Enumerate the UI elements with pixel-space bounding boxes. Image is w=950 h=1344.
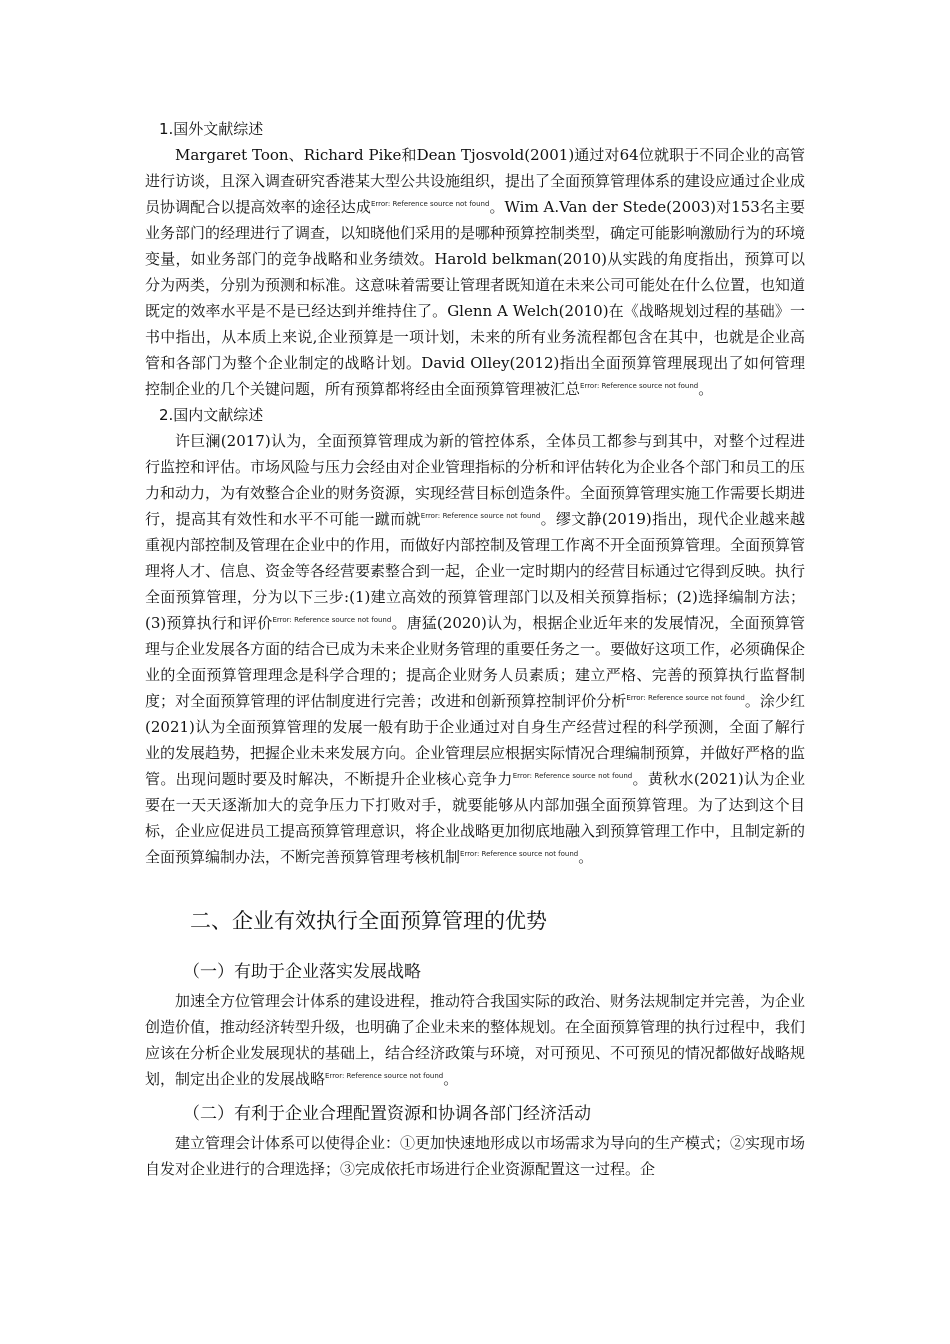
reference-error: Error: Reference source not found bbox=[580, 382, 699, 390]
text: 许巨澜(2017)认为，全面预算管理成为新的管控体系，全体员工都参与到其中，对整个过程进行监控和评估。市场风险与压力会经由对企业管理指标的分析和评估转化为企业各个部门和员工的压力和动力，为有效整合企业的财务资源，实现经营目标创造条件。全面预算管理实施工作需要长期进行，提高其有效性和水平不可能一蹴而就 bbox=[145, 432, 806, 528]
subsection-title-1: （一）有助于企业落实发展战略 bbox=[183, 962, 421, 982]
text: 。Wim A.Van der Stede(2003)对153名主要业务部门的经理进行了调查，以知晓他们采用的是哪种预算控制类型，确定可能影响激励行为的环境变量，如业务部门的竞争战略和业务绩效。Harold belkman(2010)从实践的角度指出，预算可以分为两类，分别为预测和标准。这意味着需要让管理者既知道在未来公司可能处在什么位置，也知道既定的效率水平是不是已经达到并维持住了。Glenn A Welch(2010)在《战略规划过程的基础》一书中指出，从本质上来说,企业预算是一项计划，未来的所有业务流程都包含在其中，也就是企业高管和各部门为整个企业制定的战略计划。David Olley(2012)指出全面预算管理展现出了如何管理控制企业的几个关键问题，所有预算都将经由全面预算管理被汇总 bbox=[145, 198, 806, 398]
reference-error: Error: Reference source not found bbox=[370, 200, 490, 208]
text: 。 bbox=[578, 848, 594, 866]
foreign-review-heading: 1.国外文献综述 bbox=[159, 120, 264, 138]
reference-error: Error: Reference source not found bbox=[272, 616, 392, 624]
domestic-review-paragraph bbox=[145, 428, 805, 870]
text: 加速全方位管理会计体系的建设进程，推动符合我国实际的政治、财务法规制定并完善，为企业创造价值，推动经济转型升级，也明确了企业未来的整体规划。在全面预算管理的执行过程中，我们应该在分析企业发展现状的基础上，结合经济政策与环境，对可预见、不可预见的情况都做好战略规划，制定出企业的发展战略 bbox=[145, 992, 806, 1088]
subsection-title-2: （二）有利于企业合理配置资源和协调各部门经济活动 bbox=[183, 1104, 591, 1124]
document-page bbox=[145, 112, 805, 1182]
text: 。涂少红(2021)认为全面预算管理的发展一般有助于企业通过对自身生产经营过程的科学预测，全面了解行业的发展趋势，把握企业未来发展方向。企业管理层应根据实际情况合理编制预算，并做好严格的监管。出现问题时要及时解决，不断提升企业核心竞争力 bbox=[145, 692, 806, 788]
reference-error: Error: Reference source not found bbox=[325, 1072, 444, 1080]
foreign-review-paragraph bbox=[145, 142, 805, 402]
text: 。唐猛(2020)认为，根据企业近年来的发展情况，全面预算管理与企业发展各方面的结合已成为未来企业财务管理的重要任务之一。要做好这项工作，必须确保企业的全面预算管理理念是科学合理的；提高企业财务人员素质；建立严格、完善的预算执行监督制度；对全面预算管理的评估制度进行完善；改进和创新预算控制评价分析 bbox=[145, 614, 806, 710]
subsection-2-paragraph: 建立管理会计体系可以使得企业：①更加快速地形成以市场需求为导向的生产模式；②实现市场自发对企业进行的合理选择；③完成依托市场进行企业资源配置这一过程。企 bbox=[145, 1134, 806, 1178]
reference-error: Error: Reference source not found bbox=[460, 850, 579, 858]
text: 。 bbox=[698, 380, 714, 398]
reference-error: Error: Reference source not found bbox=[626, 694, 745, 702]
domestic-review-heading: 2.国内文献综述 bbox=[159, 406, 264, 424]
text: 。缪文静(2019)指出，现代企业越来越重视内部控制及管理在企业中的作用，而做好内部控制及管理工作离不开全面预算管理。全面预算管理将人才、信息、资金等各经营要素整合到一起，企业一定时期内的经营目标通过它得到反映。执行全面预算管理，分为以下三步:(1)建立高效的预算管理部门以及相关预算指标；(2)选择编制方法；(3)预算执行和评价 bbox=[145, 510, 806, 632]
text: 。黄秋水(2021)认为企业要在一天天逐渐加大的竞争压力下打败对手，就要能够从内部加强全面预算管理。为了达到这个目标，企业应促进员工提高预算管理意识，将企业战略更加彻底地融入到预算管理工作中，且制定新的全面预算编制办法，不断完善预算管理考核机制 bbox=[145, 770, 806, 866]
reference-error: Error: Reference source not found bbox=[420, 512, 541, 520]
subsection-1-paragraph bbox=[145, 988, 805, 1092]
section-title: 二、企业有效执行全面预算管理的优势 bbox=[190, 909, 547, 933]
text: 。 bbox=[443, 1070, 459, 1088]
reference-error: Error: Reference source not found bbox=[512, 772, 633, 780]
text: Margaret Toon、Richard Pike和Dean Tjosvold(2001)通过对64位就职于不同企业的高管进行访谈，且深入调查研究香港某大型公共设施组织，提出了全面预算管理体系的建设应通过企业成员协调配合以提高效率的途径达成 bbox=[145, 146, 806, 216]
